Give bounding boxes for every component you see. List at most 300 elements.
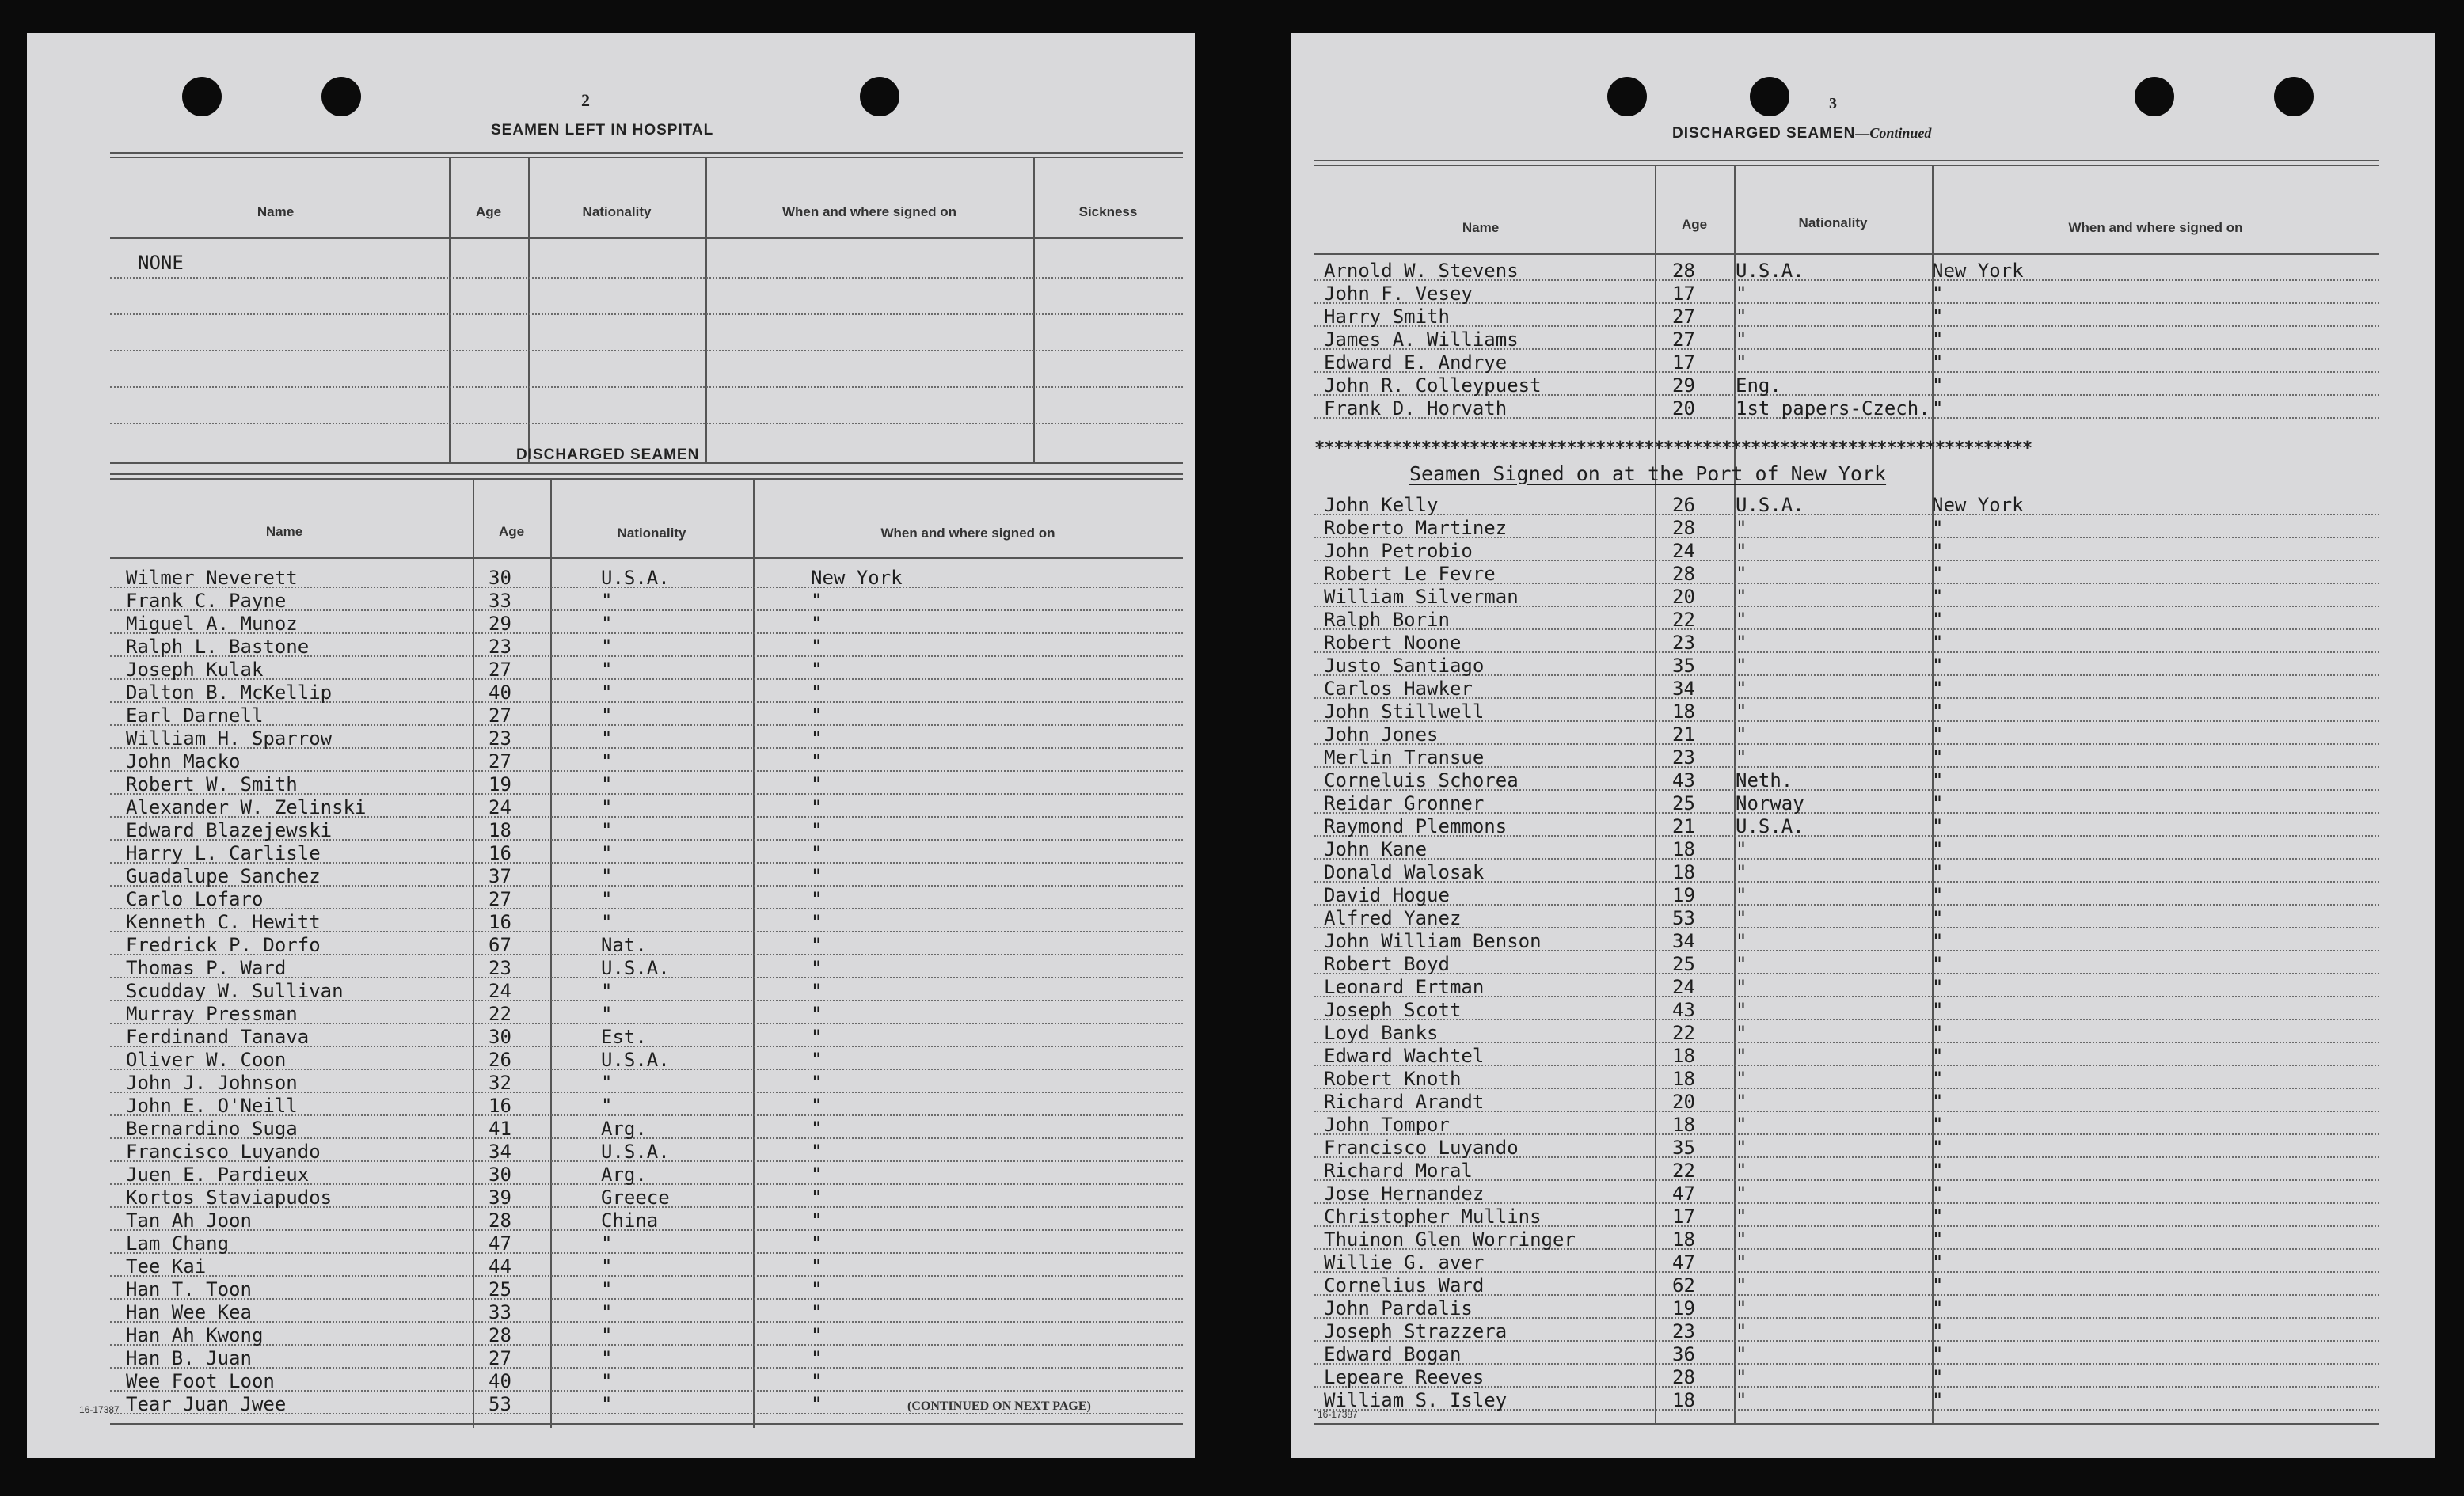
name-cell: Donald Walosak xyxy=(1324,861,1485,883)
signed-on-cell: " xyxy=(811,1393,823,1415)
name-cell: Richard Arandt xyxy=(1324,1091,1485,1113)
name-cell: Robert Boyd xyxy=(1324,953,1450,975)
nationality-cell: " xyxy=(1736,1068,1747,1090)
signed-on-cell: " xyxy=(811,1187,823,1209)
nationality-cell: U.S.A. xyxy=(1736,815,1804,837)
name-cell: Edward Bogan xyxy=(1324,1343,1462,1365)
name-cell: Francisco Luyando xyxy=(126,1141,321,1163)
form-number: 16-17387 xyxy=(79,1404,120,1415)
signed-on-cell: " xyxy=(811,934,823,956)
age-cell: 29 xyxy=(1672,374,1695,397)
name-cell: Christopher Mullins xyxy=(1324,1206,1542,1228)
name-cell: John Stillwell xyxy=(1324,701,1485,723)
header-age: Age xyxy=(498,524,525,539)
age-cell: 16 xyxy=(489,1095,511,1117)
age-cell: 43 xyxy=(1672,999,1695,1021)
name-cell: Justo Santiago xyxy=(1324,655,1485,677)
page-number: 3 xyxy=(1829,95,1837,112)
age-cell: 28 xyxy=(489,1324,511,1346)
signed-on-cell: " xyxy=(811,911,823,933)
name-cell: Roberto Martinez xyxy=(1324,517,1508,539)
age-cell: 18 xyxy=(1672,701,1695,723)
nationality-cell: China xyxy=(601,1209,659,1232)
name-cell: John F. Vesey xyxy=(1324,283,1473,305)
age-cell: 20 xyxy=(1672,586,1695,608)
age-cell: 28 xyxy=(489,1209,511,1232)
nationality-cell: " xyxy=(601,682,613,704)
signed-on-cell: New York xyxy=(811,567,903,589)
age-cell: 23 xyxy=(489,727,511,750)
name-cell: John J. Johnson xyxy=(126,1072,298,1094)
age-cell: 41 xyxy=(489,1118,511,1140)
nationality-cell: " xyxy=(1736,563,1747,585)
age-cell: 34 xyxy=(1672,678,1695,700)
signed-on-cell: " xyxy=(811,980,823,1002)
age-cell: 53 xyxy=(1672,907,1695,929)
signed-on-cell: " xyxy=(811,1095,823,1117)
name-cell: Murray Pressman xyxy=(126,1003,298,1025)
header-name: Name xyxy=(257,204,295,219)
age-cell: 18 xyxy=(489,819,511,841)
age-cell: 28 xyxy=(1672,517,1695,539)
age-cell: 30 xyxy=(489,1164,511,1186)
continued-note: (CONTINUED ON NEXT PAGE) xyxy=(907,1399,1091,1413)
name-cell: Lepeare Reeves xyxy=(1324,1366,1485,1388)
header-signed-on: When and where signed on xyxy=(880,526,1055,541)
name-cell: Richard Moral xyxy=(1324,1160,1473,1182)
age-cell: 30 xyxy=(489,1026,511,1048)
nationality-cell: " xyxy=(1736,1183,1747,1205)
nationality-cell: U.S.A. xyxy=(601,957,670,979)
signed-on-cell: " xyxy=(1932,1068,1944,1090)
signed-on-cell: " xyxy=(811,1347,823,1369)
signed-on-cell: " xyxy=(811,613,823,635)
signed-on-cell: " xyxy=(1932,1137,1944,1159)
name-cell: Han Ah Kwong xyxy=(126,1324,264,1346)
age-cell: 62 xyxy=(1672,1274,1695,1297)
name-cell: Dalton B. McKellip xyxy=(126,682,333,704)
signed-on-cell: " xyxy=(811,1003,823,1025)
nationality-cell: " xyxy=(601,1370,613,1392)
nationality-cell: " xyxy=(1736,678,1747,700)
age-cell: 47 xyxy=(489,1232,511,1255)
age-cell: 27 xyxy=(489,888,511,910)
age-cell: 34 xyxy=(1672,930,1695,952)
signed-on-cell: " xyxy=(1932,1251,1944,1274)
nationality-cell: " xyxy=(601,750,613,773)
age-cell: 27 xyxy=(489,704,511,727)
age-cell: 37 xyxy=(489,865,511,887)
name-cell: John Tompor xyxy=(1324,1114,1450,1136)
punch-hole xyxy=(1607,77,1647,116)
nationality-cell: " xyxy=(1736,1091,1747,1113)
hospital-entry: NONE xyxy=(138,252,184,274)
nationality-cell: " xyxy=(1736,930,1747,952)
name-cell: Edward Wachtel xyxy=(1324,1045,1485,1067)
nationality-cell: " xyxy=(1736,1137,1747,1159)
signed-on-cell: " xyxy=(1932,1183,1944,1205)
left-page xyxy=(27,33,1195,1458)
name-cell: Jose Hernandez xyxy=(1324,1183,1485,1205)
nationality-cell: " xyxy=(601,888,613,910)
title-text: DISCHARGED SEAMEN xyxy=(1672,125,1856,142)
age-cell: 19 xyxy=(1672,884,1695,906)
age-cell: 18 xyxy=(1672,1389,1695,1411)
nationality-cell: " xyxy=(601,1232,613,1255)
signed-on-cell: " xyxy=(1932,586,1944,608)
age-cell: 21 xyxy=(1672,815,1695,837)
signed-on-cell: " xyxy=(1932,953,1944,975)
age-cell: 29 xyxy=(489,613,511,635)
port-subheading: Seamen Signed on at the Port of New York xyxy=(1409,462,1887,485)
name-cell: Han T. Toon xyxy=(126,1278,252,1300)
header-nationality: Nationality xyxy=(617,526,686,541)
signed-on-cell: New York xyxy=(1932,494,2024,516)
nationality-cell: " xyxy=(601,613,613,635)
age-cell: 23 xyxy=(489,636,511,658)
header-nationality: Nationality xyxy=(1798,215,1868,230)
nationality-cell: U.S.A. xyxy=(601,567,670,589)
nationality-cell: " xyxy=(1736,351,1747,374)
age-cell: 16 xyxy=(489,842,511,864)
name-cell: Cornelius Ward xyxy=(1324,1274,1485,1297)
signed-on-cell: " xyxy=(1932,328,1944,351)
discharged-table xyxy=(110,473,1183,1427)
name-cell: John Pardalis xyxy=(1324,1297,1473,1319)
age-cell: 24 xyxy=(489,796,511,818)
signed-on-cell: " xyxy=(811,1209,823,1232)
hospital-title: SEAMEN LEFT IN HOSPITAL xyxy=(491,122,714,139)
age-cell: 17 xyxy=(1672,351,1695,374)
age-cell: 28 xyxy=(1672,1366,1695,1388)
age-cell: 40 xyxy=(489,682,511,704)
name-cell: Earl Darnell xyxy=(126,704,264,727)
signed-on-cell: " xyxy=(811,727,823,750)
header-age: Age xyxy=(1681,217,1708,232)
signed-on-cell: " xyxy=(811,842,823,864)
age-cell: 20 xyxy=(1672,397,1695,420)
signed-on-cell: " xyxy=(811,1049,823,1071)
nationality-cell: " xyxy=(1736,1114,1747,1136)
signed-on-cell: " xyxy=(1932,1160,1944,1182)
age-cell: 16 xyxy=(489,911,511,933)
name-cell: John Kane xyxy=(1324,838,1428,860)
nationality-cell: " xyxy=(601,1095,613,1117)
nationality-cell: " xyxy=(1736,517,1747,539)
signed-on-cell: " xyxy=(811,1255,823,1278)
nationality-cell: " xyxy=(1736,306,1747,328)
name-cell: Han B. Juan xyxy=(126,1347,252,1369)
age-cell: 33 xyxy=(489,1301,511,1323)
signed-on-cell: " xyxy=(1932,1114,1944,1136)
age-cell: 18 xyxy=(1672,861,1695,883)
nationality-cell: " xyxy=(1736,701,1747,723)
signed-on-cell: " xyxy=(1932,306,1944,328)
nationality-cell: " xyxy=(601,1347,613,1369)
age-cell: 35 xyxy=(1672,1137,1695,1159)
nationality-cell: " xyxy=(1736,976,1747,998)
nationality-cell: " xyxy=(1736,907,1747,929)
age-cell: 28 xyxy=(1672,563,1695,585)
age-cell: 40 xyxy=(489,1370,511,1392)
nationality-cell: U.S.A. xyxy=(601,1141,670,1163)
nationality-cell: " xyxy=(1736,723,1747,746)
name-cell: Kortos Staviapudos xyxy=(126,1187,333,1209)
nationality-cell: " xyxy=(601,796,613,818)
nationality-cell: " xyxy=(1736,1389,1747,1411)
age-cell: 25 xyxy=(1672,792,1695,814)
nationality-cell: 1st papers-Czech. xyxy=(1736,397,1930,420)
name-cell: Wee Foot Loon xyxy=(126,1370,275,1392)
nationality-cell: " xyxy=(1736,1274,1747,1297)
name-cell: Loyd Banks xyxy=(1324,1022,1439,1044)
name-cell: Guadalupe Sanchez xyxy=(126,865,321,887)
signed-on-cell: " xyxy=(1932,815,1944,837)
name-cell: Wilmer Neverett xyxy=(126,567,298,589)
nationality-cell: " xyxy=(1736,328,1747,351)
name-cell: Merlin Transue xyxy=(1324,746,1485,769)
signed-on-cell: " xyxy=(1932,1022,1944,1044)
nationality-cell: " xyxy=(1736,1206,1747,1228)
age-cell: 18 xyxy=(1672,1228,1695,1251)
signed-on-cell: " xyxy=(811,1370,823,1392)
signed-on-cell: " xyxy=(1932,838,1944,860)
name-cell: Tan Ah Joon xyxy=(126,1209,252,1232)
signed-on-cell: " xyxy=(811,773,823,795)
header-sickness: Sickness xyxy=(1078,204,1138,219)
name-cell: William Silverman xyxy=(1324,586,1519,608)
name-cell: Edward E. Andrye xyxy=(1324,351,1508,374)
signed-on-cell: " xyxy=(1932,999,1944,1021)
name-cell: Bernardino Suga xyxy=(126,1118,298,1140)
signed-on-cell: " xyxy=(811,704,823,727)
punch-hole xyxy=(1750,77,1789,116)
name-cell: William H. Sparrow xyxy=(126,727,333,750)
age-cell: 27 xyxy=(1672,306,1695,328)
signed-on-cell: " xyxy=(1932,746,1944,769)
signed-on-cell: " xyxy=(1932,1228,1944,1251)
age-cell: 23 xyxy=(489,957,511,979)
name-cell: Ferdinand Tanava xyxy=(126,1026,310,1048)
age-cell: 28 xyxy=(1672,260,1695,282)
nationality-cell: " xyxy=(1736,1297,1747,1319)
nationality-cell: " xyxy=(601,911,613,933)
signed-on-cell: " xyxy=(811,957,823,979)
age-cell: 17 xyxy=(1672,283,1695,305)
nationality-cell: " xyxy=(1736,283,1747,305)
nationality-cell: " xyxy=(601,1324,613,1346)
name-cell: Arnold W. Stevens xyxy=(1324,260,1519,282)
nationality-cell: " xyxy=(601,590,613,612)
nationality-cell: " xyxy=(1736,609,1747,631)
nationality-cell: " xyxy=(1736,1366,1747,1388)
name-cell: Corneluis Schorea xyxy=(1324,769,1519,792)
age-cell: 30 xyxy=(489,567,511,589)
name-cell: Edward Blazejewski xyxy=(126,819,333,841)
name-cell: Juen E. Pardieux xyxy=(126,1164,310,1186)
nationality-cell: " xyxy=(1736,746,1747,769)
name-cell: Han Wee Kea xyxy=(126,1301,252,1323)
nationality-cell: " xyxy=(1736,1228,1747,1251)
name-cell: Frank C. Payne xyxy=(126,590,287,612)
signed-on-cell: " xyxy=(1932,283,1944,305)
name-cell: Harry Smith xyxy=(1324,306,1450,328)
name-cell: Alfred Yanez xyxy=(1324,907,1462,929)
name-cell: Robert W. Smith xyxy=(126,773,298,795)
age-cell: 53 xyxy=(489,1393,511,1415)
signed-on-cell: New York xyxy=(1932,260,2024,282)
signed-on-cell: " xyxy=(811,636,823,658)
nationality-cell: " xyxy=(601,659,613,681)
name-cell: Scudday W. Sullivan xyxy=(126,980,344,1002)
name-cell: Robert Noone xyxy=(1324,632,1462,654)
name-cell: Francisco Luyando xyxy=(1324,1137,1519,1159)
name-cell: Robert Knoth xyxy=(1324,1068,1462,1090)
nationality-cell: Arg. xyxy=(601,1164,647,1186)
name-cell: Tear Juan Jwee xyxy=(126,1393,287,1415)
header-name: Name xyxy=(265,524,303,539)
age-cell: 19 xyxy=(1672,1297,1695,1319)
age-cell: 32 xyxy=(489,1072,511,1094)
signed-on-cell: " xyxy=(1932,397,1944,420)
name-cell: Alexander W. Zelinski xyxy=(126,796,367,818)
signed-on-cell: " xyxy=(1932,1297,1944,1319)
header-signed-on: When and where signed on xyxy=(2068,220,2243,235)
age-cell: 20 xyxy=(1672,1091,1695,1113)
nationality-cell: Norway xyxy=(1736,792,1804,814)
punch-hole xyxy=(2135,77,2174,116)
discharged-continued-table xyxy=(1314,160,2379,1426)
age-cell: 33 xyxy=(489,590,511,612)
nationality-cell: " xyxy=(1736,1045,1747,1067)
age-cell: 26 xyxy=(489,1049,511,1071)
title-suffix: —Continued xyxy=(1855,125,1932,141)
discharged-title: DISCHARGED SEAMEN xyxy=(516,446,700,463)
signed-on-cell: " xyxy=(811,1026,823,1048)
signed-on-cell: " xyxy=(1932,1045,1944,1067)
page-title xyxy=(1672,125,1931,142)
age-cell: 23 xyxy=(1672,746,1695,769)
name-cell: Carlo Lofaro xyxy=(126,888,264,910)
header-nationality: Nationality xyxy=(582,204,652,219)
nationality-cell: " xyxy=(601,1072,613,1094)
age-cell: 27 xyxy=(489,1347,511,1369)
nationality-cell: " xyxy=(601,773,613,795)
nationality-cell: " xyxy=(601,819,613,841)
age-cell: 18 xyxy=(1672,1068,1695,1090)
signed-on-cell: " xyxy=(1932,374,1944,397)
age-cell: 24 xyxy=(1672,976,1695,998)
nationality-cell: " xyxy=(601,727,613,750)
nationality-cell: Arg. xyxy=(601,1118,647,1140)
age-cell: 24 xyxy=(489,980,511,1002)
name-cell: Joseph Kulak xyxy=(126,659,264,681)
nationality-cell: " xyxy=(1736,1160,1747,1182)
name-cell: John Macko xyxy=(126,750,241,773)
age-cell: 22 xyxy=(489,1003,511,1025)
signed-on-cell: " xyxy=(1932,632,1944,654)
hospital-table xyxy=(110,152,1183,461)
age-cell: 22 xyxy=(1672,609,1695,631)
header-signed-on: When and where signed on xyxy=(781,204,957,219)
nationality-cell: " xyxy=(601,1301,613,1323)
name-cell: Frank D. Horvath xyxy=(1324,397,1508,420)
name-cell: John R. Colleypuest xyxy=(1324,374,1542,397)
signed-on-cell: " xyxy=(811,1278,823,1300)
right-page xyxy=(1291,33,2435,1458)
age-cell: 18 xyxy=(1672,838,1695,860)
name-cell: Miguel A. Munoz xyxy=(126,613,298,635)
signed-on-cell: " xyxy=(811,888,823,910)
signed-on-cell: " xyxy=(1932,655,1944,677)
nationality-cell: " xyxy=(1736,861,1747,883)
age-cell: 23 xyxy=(1672,1320,1695,1342)
signed-on-cell: " xyxy=(1932,792,1944,814)
age-cell: 18 xyxy=(1672,1114,1695,1136)
signed-on-cell: " xyxy=(811,1301,823,1323)
punch-hole xyxy=(182,77,222,116)
header-age: Age xyxy=(475,204,502,219)
signed-on-cell: " xyxy=(1932,861,1944,883)
nationality-cell: " xyxy=(1736,953,1747,975)
name-cell: Lam Chang xyxy=(126,1232,230,1255)
name-cell: Oliver W. Coon xyxy=(126,1049,287,1071)
signed-on-cell: " xyxy=(811,1072,823,1094)
signed-on-cell: " xyxy=(1932,351,1944,374)
age-cell: 44 xyxy=(489,1255,511,1278)
name-cell: Ralph Borin xyxy=(1324,609,1450,631)
age-cell: 47 xyxy=(1672,1183,1695,1205)
name-cell: Thomas P. Ward xyxy=(126,957,287,979)
nationality-cell: " xyxy=(1736,1251,1747,1274)
separator-line: ************************************************************************** xyxy=(1314,439,2032,458)
nationality-cell: " xyxy=(601,1003,613,1025)
signed-on-cell: " xyxy=(1932,769,1944,792)
name-cell: John Jones xyxy=(1324,723,1439,746)
nationality-cell: " xyxy=(601,1393,613,1415)
age-cell: 25 xyxy=(489,1278,511,1300)
age-cell: 22 xyxy=(1672,1160,1695,1182)
age-cell: 26 xyxy=(1672,494,1695,516)
age-cell: 22 xyxy=(1672,1022,1695,1044)
signed-on-cell: " xyxy=(811,750,823,773)
nationality-cell: " xyxy=(601,842,613,864)
signed-on-cell: " xyxy=(811,796,823,818)
age-cell: 18 xyxy=(1672,1045,1695,1067)
age-cell: 39 xyxy=(489,1187,511,1209)
signed-on-cell: " xyxy=(811,590,823,612)
name-cell: David Hogue xyxy=(1324,884,1450,906)
signed-on-cell: " xyxy=(1932,1343,1944,1365)
signed-on-cell: " xyxy=(1932,517,1944,539)
signed-on-cell: " xyxy=(811,1232,823,1255)
punch-hole xyxy=(860,77,899,116)
nationality-cell: U.S.A. xyxy=(1736,494,1804,516)
nationality-cell: " xyxy=(1736,884,1747,906)
nationality-cell: " xyxy=(1736,999,1747,1021)
name-cell: Joseph Scott xyxy=(1324,999,1462,1021)
age-cell: 24 xyxy=(1672,540,1695,562)
name-cell: William S. Isley xyxy=(1324,1389,1508,1411)
name-cell: John William Benson xyxy=(1324,930,1542,952)
signed-on-cell: " xyxy=(1932,723,1944,746)
signed-on-cell: " xyxy=(1932,1366,1944,1388)
age-cell: 34 xyxy=(489,1141,511,1163)
name-cell: Reidar Gronner xyxy=(1324,792,1485,814)
age-cell: 19 xyxy=(489,773,511,795)
nationality-cell: " xyxy=(601,1278,613,1300)
age-cell: 35 xyxy=(1672,655,1695,677)
